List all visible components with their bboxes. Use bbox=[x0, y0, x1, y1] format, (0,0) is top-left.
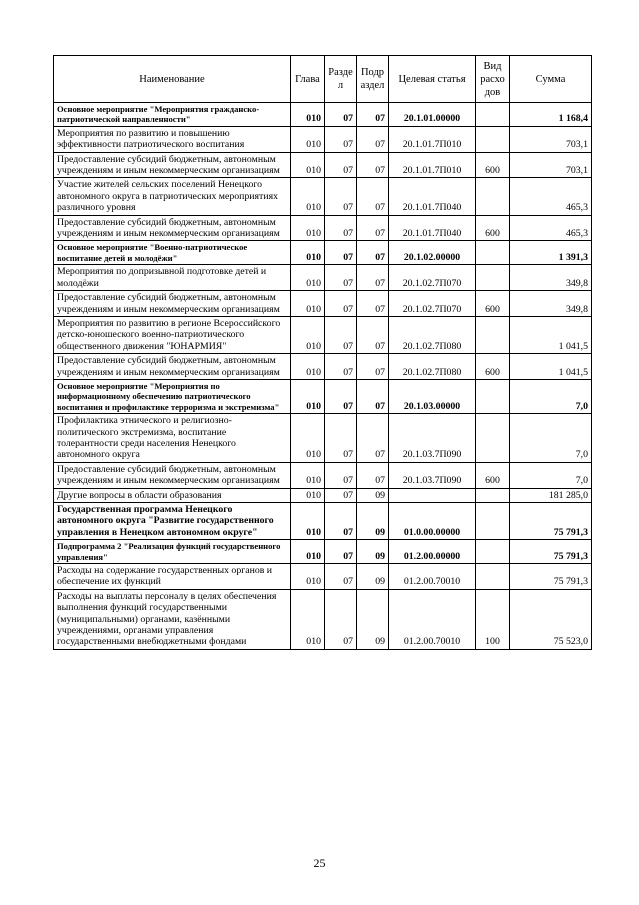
cell-target: 20.1.02.00000 bbox=[389, 241, 476, 265]
cell-section: 07 bbox=[325, 379, 357, 413]
cell-expense-type bbox=[476, 126, 510, 152]
table-row bbox=[54, 126, 592, 152]
cell-name: Предоставление субсидий бюджетным, автономным учреждениям и иным некоммерческим организациям bbox=[54, 462, 291, 488]
page-number: 25 bbox=[313, 856, 326, 870]
cell-target: 01.0.00.00000 bbox=[389, 503, 476, 540]
table-row bbox=[54, 540, 592, 564]
header-name: Наименование bbox=[54, 56, 291, 103]
cell-name: Основное мероприятие "Военно-патриотическое воспитание детей и молодёжи" bbox=[54, 241, 291, 265]
cell-expense-type: 600 bbox=[476, 215, 510, 241]
cell-expense-type bbox=[476, 103, 510, 127]
cell-section: 07 bbox=[325, 103, 357, 127]
cell-chapter: 010 bbox=[291, 215, 325, 241]
cell-subsection: 07 bbox=[357, 126, 389, 152]
cell-chapter: 010 bbox=[291, 241, 325, 265]
header-expense-type: Вид расхо дов bbox=[476, 56, 510, 103]
cell-subsection: 07 bbox=[357, 316, 389, 353]
table-row bbox=[54, 241, 592, 265]
cell-target: 20.1.01.7П040 bbox=[389, 178, 476, 215]
table-row bbox=[54, 354, 592, 380]
cell-subsection: 09 bbox=[357, 503, 389, 540]
cell-target bbox=[389, 488, 476, 502]
cell-subsection: 07 bbox=[357, 414, 389, 463]
cell-amount: 703,1 bbox=[510, 126, 592, 152]
table-row bbox=[54, 103, 592, 127]
cell-chapter: 010 bbox=[291, 316, 325, 353]
cell-section: 07 bbox=[325, 241, 357, 265]
cell-section: 07 bbox=[325, 564, 357, 590]
cell-chapter: 010 bbox=[291, 291, 325, 317]
cell-chapter: 010 bbox=[291, 462, 325, 488]
cell-chapter: 010 bbox=[291, 379, 325, 413]
cell-target: 20.1.03.00000 bbox=[389, 379, 476, 413]
table-row bbox=[54, 379, 592, 413]
cell-target: 20.1.02.7П080 bbox=[389, 316, 476, 353]
cell-subsection: 07 bbox=[357, 152, 389, 178]
cell-target: 20.1.01.00000 bbox=[389, 103, 476, 127]
header-subsection: Подр аздел bbox=[357, 56, 389, 103]
cell-section: 07 bbox=[325, 215, 357, 241]
cell-name: Участие жителей сельских поселений Ненецкого автономного округа в патриотических мероприятиях различного уровня bbox=[54, 178, 291, 215]
cell-name: Расходы на содержание государственных органов и обеспечение их функций bbox=[54, 564, 291, 590]
table-body bbox=[54, 103, 592, 650]
cell-amount: 7,0 bbox=[510, 379, 592, 413]
cell-section: 07 bbox=[325, 354, 357, 380]
cell-subsection: 09 bbox=[357, 564, 389, 590]
table-row bbox=[54, 564, 592, 590]
cell-name: Предоставление субсидий бюджетным, автономным учреждениям и иным некоммерческим организациям bbox=[54, 291, 291, 317]
cell-subsection: 07 bbox=[357, 241, 389, 265]
cell-section: 07 bbox=[325, 126, 357, 152]
cell-chapter: 010 bbox=[291, 103, 325, 127]
cell-target: 20.1.01.7П010 bbox=[389, 152, 476, 178]
table-row bbox=[54, 265, 592, 291]
cell-section: 07 bbox=[325, 503, 357, 540]
cell-amount: 465,3 bbox=[510, 178, 592, 215]
cell-amount: 1 041,5 bbox=[510, 354, 592, 380]
cell-chapter: 010 bbox=[291, 126, 325, 152]
cell-subsection: 07 bbox=[357, 354, 389, 380]
cell-name: Государственная программа Ненецкого автономного округа "Развитие государственного управления в Ненецком автономном округе" bbox=[54, 503, 291, 540]
cell-name: Расходы на выплаты персоналу в целях обеспечения выполнения функций государственными (муниципальными) органами, казёнными учреждениями, органами управления государственными внебюджетными фондами bbox=[54, 589, 291, 649]
cell-subsection: 09 bbox=[357, 589, 389, 649]
cell-amount: 75 523,0 bbox=[510, 589, 592, 649]
cell-expense-type: 100 bbox=[476, 589, 510, 649]
cell-chapter: 010 bbox=[291, 540, 325, 564]
header-section: Разде л bbox=[325, 56, 357, 103]
cell-expense-type: 600 bbox=[476, 291, 510, 317]
cell-subsection: 09 bbox=[357, 540, 389, 564]
cell-amount: 465,3 bbox=[510, 215, 592, 241]
cell-expense-type bbox=[476, 488, 510, 502]
cell-name: Предоставление субсидий бюджетным, автономным учреждениям и иным некоммерческим организациям bbox=[54, 152, 291, 178]
cell-chapter: 010 bbox=[291, 265, 325, 291]
cell-chapter: 010 bbox=[291, 414, 325, 463]
table-row bbox=[54, 152, 592, 178]
cell-expense-type bbox=[476, 178, 510, 215]
cell-expense-type: 600 bbox=[476, 152, 510, 178]
cell-amount: 349,8 bbox=[510, 265, 592, 291]
table-row bbox=[54, 291, 592, 317]
cell-amount: 75 791,3 bbox=[510, 564, 592, 590]
cell-subsection: 07 bbox=[357, 103, 389, 127]
header-target: Целевая статья bbox=[389, 56, 476, 103]
cell-name: Профилактика этнического и религиозно-политического экстремизма, воспитание толерантности среди населения Ненецкого автономного округа bbox=[54, 414, 291, 463]
cell-section: 07 bbox=[325, 488, 357, 502]
cell-chapter: 010 bbox=[291, 503, 325, 540]
cell-target: 01.2.00.70010 bbox=[389, 564, 476, 590]
cell-target: 20.1.03.7П090 bbox=[389, 414, 476, 463]
table-row bbox=[54, 178, 592, 215]
budget-table bbox=[53, 55, 592, 650]
cell-chapter: 010 bbox=[291, 152, 325, 178]
cell-subsection: 07 bbox=[357, 379, 389, 413]
table-row bbox=[54, 589, 592, 649]
cell-expense-type bbox=[476, 503, 510, 540]
cell-expense-type bbox=[476, 316, 510, 353]
cell-amount: 349,8 bbox=[510, 291, 592, 317]
cell-name: Предоставление субсидий бюджетным, автономным учреждениям и иным некоммерческим организациям bbox=[54, 215, 291, 241]
cell-section: 07 bbox=[325, 152, 357, 178]
table-row bbox=[54, 215, 592, 241]
header-amount: Сумма bbox=[510, 56, 592, 103]
cell-target: 20.1.02.7П070 bbox=[389, 265, 476, 291]
cell-name: Мероприятия по допризывной подготовке детей и молодёжи bbox=[54, 265, 291, 291]
cell-name: Предоставление субсидий бюджетным, автономным учреждениям и иным некоммерческим организациям bbox=[54, 354, 291, 380]
cell-section: 07 bbox=[325, 462, 357, 488]
cell-subsection: 07 bbox=[357, 291, 389, 317]
cell-amount: 7,0 bbox=[510, 414, 592, 463]
cell-section: 07 bbox=[325, 265, 357, 291]
table-row bbox=[54, 503, 592, 540]
cell-name: Мероприятия по развитию в регионе Всероссийского детско-юношеского военно-патриотического общественного движения "ЮНАРМИЯ" bbox=[54, 316, 291, 353]
cell-target: 01.2.00.00000 bbox=[389, 540, 476, 564]
cell-chapter: 010 bbox=[291, 488, 325, 502]
cell-subsection: 07 bbox=[357, 178, 389, 215]
cell-amount: 181 285,0 bbox=[510, 488, 592, 502]
cell-name: Основное мероприятие "Мероприятия гражданско-патриотической направленности" bbox=[54, 103, 291, 127]
cell-expense-type bbox=[476, 379, 510, 413]
cell-subsection: 09 bbox=[357, 488, 389, 502]
cell-expense-type bbox=[476, 241, 510, 265]
cell-section: 07 bbox=[325, 589, 357, 649]
cell-expense-type bbox=[476, 540, 510, 564]
cell-expense-type bbox=[476, 564, 510, 590]
cell-chapter: 010 bbox=[291, 564, 325, 590]
cell-target: 01.2.00.70010 bbox=[389, 589, 476, 649]
cell-subsection: 07 bbox=[357, 462, 389, 488]
cell-section: 07 bbox=[325, 540, 357, 564]
cell-subsection: 07 bbox=[357, 265, 389, 291]
cell-target: 20.1.01.7П010 bbox=[389, 126, 476, 152]
cell-target: 20.1.02.7П080 bbox=[389, 354, 476, 380]
table-header-row bbox=[54, 56, 592, 103]
table-row bbox=[54, 316, 592, 353]
cell-target: 20.1.03.7П090 bbox=[389, 462, 476, 488]
cell-name: Другие вопросы в области образования bbox=[54, 488, 291, 502]
cell-amount: 1 041,5 bbox=[510, 316, 592, 353]
cell-amount: 75 791,3 bbox=[510, 503, 592, 540]
cell-expense-type bbox=[476, 265, 510, 291]
cell-section: 07 bbox=[325, 178, 357, 215]
cell-section: 07 bbox=[325, 291, 357, 317]
cell-target: 20.1.01.7П040 bbox=[389, 215, 476, 241]
cell-name: Подпрограмма 2 "Реализация функций государственного управления" bbox=[54, 540, 291, 564]
table-row bbox=[54, 488, 592, 502]
cell-amount: 1 168,4 bbox=[510, 103, 592, 127]
cell-amount: 75 791,3 bbox=[510, 540, 592, 564]
cell-name: Мероприятия по развитию и повышению эффективности патриотического воспитания bbox=[54, 126, 291, 152]
cell-name: Основное мероприятие "Мероприятия по информационному обеспечению патриотического воспитания и профилактике терроризма и экстремизма" bbox=[54, 379, 291, 413]
cell-amount: 7,0 bbox=[510, 462, 592, 488]
cell-chapter: 010 bbox=[291, 354, 325, 380]
cell-subsection: 07 bbox=[357, 215, 389, 241]
cell-section: 07 bbox=[325, 316, 357, 353]
table-row bbox=[54, 462, 592, 488]
cell-section: 07 bbox=[325, 414, 357, 463]
cell-chapter: 010 bbox=[291, 589, 325, 649]
header-chapter: Глава bbox=[291, 56, 325, 103]
cell-expense-type: 600 bbox=[476, 354, 510, 380]
cell-expense-type: 600 bbox=[476, 462, 510, 488]
cell-chapter: 010 bbox=[291, 178, 325, 215]
cell-amount: 1 391,3 bbox=[510, 241, 592, 265]
cell-expense-type bbox=[476, 414, 510, 463]
cell-target: 20.1.02.7П070 bbox=[389, 291, 476, 317]
table-row bbox=[54, 414, 592, 463]
cell-amount: 703,1 bbox=[510, 152, 592, 178]
